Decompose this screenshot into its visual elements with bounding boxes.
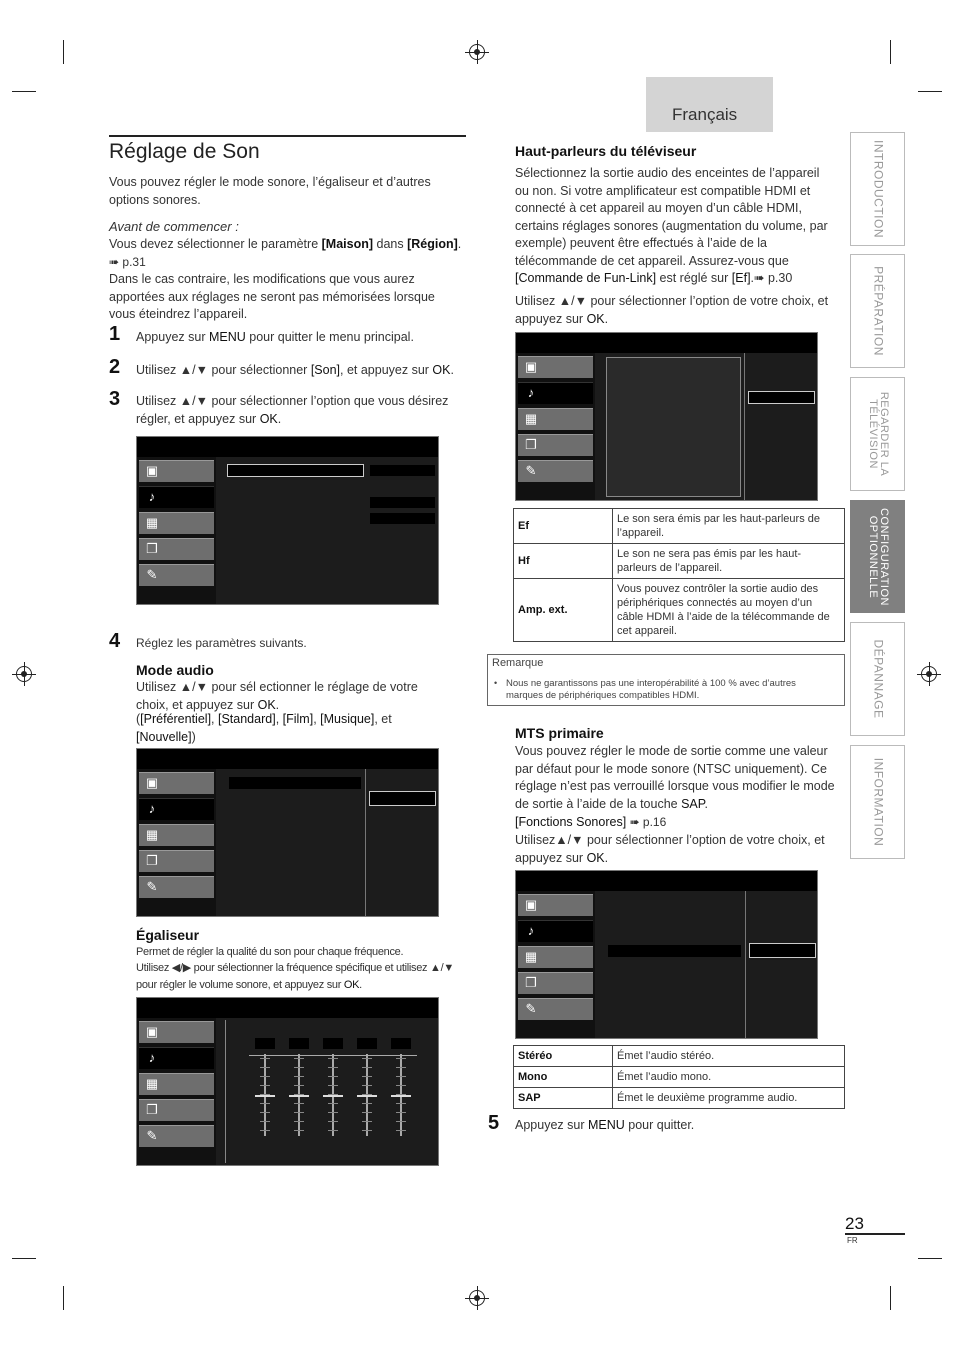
menu-screen-mode-audio bbox=[136, 748, 439, 917]
menu-item-setup bbox=[518, 946, 593, 968]
registration-mark-icon bbox=[921, 666, 937, 682]
table-key: Ef bbox=[514, 509, 613, 544]
equalizer-tick bbox=[260, 1103, 270, 1104]
screen-top-bar bbox=[137, 437, 438, 457]
equalizer-tick bbox=[260, 1067, 270, 1068]
equalizer-band-label bbox=[357, 1038, 377, 1049]
title-rule bbox=[109, 135, 466, 137]
crop-mark bbox=[12, 91, 36, 92]
step-number: 4 bbox=[109, 630, 121, 652]
table-value: Émet l’audio mono. bbox=[613, 1067, 845, 1088]
step-2-text: Utilisez ▲/▼ pour sélectionner [Son], et appuyez sur OK. bbox=[136, 363, 454, 377]
before-text-2: Dans le cas contraire, les modifications que vous aurez apportées aux réglages ne seront pas mémorisées lorsque vous éteindrez l’appareil. bbox=[109, 272, 435, 321]
equalizer-tick bbox=[294, 1103, 304, 1104]
table-row bbox=[514, 1046, 845, 1067]
selected-option-bar bbox=[227, 464, 364, 477]
equalizer-tick bbox=[294, 1130, 304, 1131]
screen-panel bbox=[606, 357, 741, 497]
menu-item-setup bbox=[139, 1073, 214, 1095]
copy-icon: ❐ bbox=[146, 541, 158, 556]
menu-item-language bbox=[139, 564, 214, 586]
registration-mark-icon bbox=[469, 1290, 485, 1306]
mts-heading: MTS primaire bbox=[515, 725, 604, 741]
screen-top-bar bbox=[516, 871, 817, 891]
equalizer-band-label bbox=[255, 1038, 275, 1049]
mode-audio-heading: Mode audio bbox=[136, 662, 214, 678]
menu-item-picture bbox=[139, 772, 214, 794]
menu-item-features bbox=[139, 850, 214, 872]
equalizer-tick bbox=[362, 1112, 372, 1113]
copy-icon: ❐ bbox=[525, 437, 537, 452]
edit-icon: ✎ bbox=[146, 567, 158, 582]
page-title: Réglage de Son bbox=[109, 140, 260, 163]
before-ref: ➠ p.31 bbox=[109, 255, 146, 269]
side-tab-depannage[interactable]: DÉPANNAGE bbox=[850, 622, 905, 736]
mts-text: Vous pouvez régler le mode de sortie comme une valeur par défaut pour le mode sonore (NTSC uniquement). Ce réglage n’est pas verrouillé lorsque vous modifier le mode de sortie à l’aide de la touche SAP. bbox=[515, 744, 835, 811]
crop-mark bbox=[918, 91, 942, 92]
screen-sidebar bbox=[137, 1018, 216, 1165]
equalizer-tick bbox=[294, 1085, 304, 1086]
screen-divider bbox=[744, 353, 745, 500]
equalizer-tick bbox=[396, 1067, 406, 1068]
screen-divider bbox=[745, 891, 746, 1038]
equalizer-tick bbox=[260, 1112, 270, 1113]
page-number-rule bbox=[845, 1233, 905, 1235]
table-row bbox=[514, 509, 845, 544]
option-bar bbox=[608, 945, 741, 957]
menu-item-picture bbox=[518, 356, 593, 378]
equalizer-knob bbox=[289, 1095, 309, 1097]
equalizer-tick bbox=[362, 1103, 372, 1104]
menu-item-sound bbox=[518, 382, 593, 404]
grid-icon: ▦ bbox=[145, 827, 159, 842]
picture-icon: ▣ bbox=[524, 359, 538, 374]
menu-item-features bbox=[139, 1099, 214, 1121]
equalizer-tick bbox=[294, 1058, 304, 1059]
equalizer-top-line bbox=[249, 1055, 417, 1056]
selected-value-bar bbox=[369, 791, 436, 806]
equalizer-tick bbox=[362, 1067, 372, 1068]
copy-icon: ❐ bbox=[146, 1102, 158, 1117]
screen-top-bar bbox=[516, 333, 817, 353]
remark-bullet: • bbox=[494, 678, 498, 688]
screen-sidebar bbox=[137, 769, 216, 916]
step-4-text: Réglez les paramètres suivants. bbox=[136, 636, 307, 650]
equalizer-tick bbox=[362, 1130, 372, 1131]
option-bar bbox=[229, 777, 361, 789]
equalizer-tick bbox=[396, 1130, 406, 1131]
side-tab-configuration-optionnelle[interactable]: CONFIGURATION OPTIONNELLE bbox=[850, 500, 905, 613]
equalizer-knob bbox=[255, 1095, 275, 1097]
menu-item-features bbox=[518, 972, 593, 994]
picture-icon: ▣ bbox=[524, 897, 538, 912]
menu-item-sound bbox=[139, 798, 214, 820]
table-key: Stéréo bbox=[514, 1046, 613, 1067]
equalizer-tick bbox=[328, 1103, 338, 1104]
table-row bbox=[514, 1067, 845, 1088]
edit-icon: ✎ bbox=[146, 879, 158, 894]
equalizer-tick bbox=[396, 1058, 406, 1059]
equalizer-tick bbox=[328, 1112, 338, 1113]
language-label: Français bbox=[672, 105, 738, 124]
crop-mark bbox=[63, 40, 64, 64]
mode-audio-text: Utilisez ▲/▼ pour sél ectionner le réglage de votre choix, et appuyez sur OK. bbox=[136, 680, 418, 712]
table-row bbox=[514, 544, 845, 579]
equalizer-tick bbox=[328, 1121, 338, 1122]
page-language-code: FR bbox=[847, 1236, 858, 1245]
menu-item-setup bbox=[139, 512, 214, 534]
mts-table bbox=[513, 1045, 845, 1109]
option-value-bar bbox=[370, 497, 435, 508]
remark-text: Nous ne garantissons pas une interopérabilité à 100 % avec d’autres marques de périphériques compatibles HDMI. bbox=[506, 678, 796, 701]
equalizer-tick bbox=[328, 1067, 338, 1068]
copy-icon: ❐ bbox=[525, 975, 537, 990]
page-number: 23 bbox=[845, 1214, 864, 1233]
crop-mark bbox=[890, 1286, 891, 1310]
equalizer-tick bbox=[328, 1130, 338, 1131]
step-number: 3 bbox=[109, 388, 121, 410]
equalizer-tick bbox=[294, 1076, 304, 1077]
equalizer-tick bbox=[362, 1121, 372, 1122]
equalizer-tick bbox=[260, 1130, 270, 1131]
equalizer-band-label bbox=[391, 1038, 411, 1049]
table-key: SAP bbox=[514, 1088, 613, 1109]
selected-value-bar bbox=[748, 391, 815, 404]
table-row bbox=[514, 1088, 845, 1109]
menu-item-picture bbox=[139, 460, 214, 482]
grid-icon: ▦ bbox=[524, 949, 538, 964]
step-3-text: Utilisez ▲/▼ pour sélectionner l’option que vous désirez régler, et appuyez sur OK. bbox=[136, 394, 449, 426]
menu-item-picture bbox=[518, 894, 593, 916]
step-number: 2 bbox=[109, 356, 121, 378]
menu-item-language bbox=[518, 460, 593, 482]
registration-mark-icon bbox=[469, 44, 485, 60]
haut-parleurs-use: Utilisez ▲/▼ pour sélectionner l’option de votre choix, et appuyez sur OK. bbox=[515, 294, 829, 326]
step-5-text: Appuyez sur MENU pour quitter. bbox=[515, 1118, 695, 1132]
menu-item-sound bbox=[139, 1047, 214, 1069]
step-1-text: Appuyez sur MENU pour quitter le menu principal. bbox=[136, 330, 414, 344]
equalizer-knob bbox=[391, 1095, 411, 1097]
music-note-icon: ♪ bbox=[148, 1050, 156, 1065]
equalizer-tick bbox=[328, 1058, 338, 1059]
crop-mark bbox=[890, 40, 891, 64]
menu-screen-mts bbox=[515, 870, 818, 1039]
screen-sidebar bbox=[516, 891, 595, 1038]
table-value: Émet l’audio stéréo. bbox=[613, 1046, 845, 1067]
menu-item-language bbox=[139, 876, 214, 898]
haut-parleurs-text: Sélectionnez la sortie audio des enceintes de l’appareil ou non. Si votre amplificateur est compatible HDMI et connecté à cet appareil au moyen d’un câble HDMI, certains réglages sonores (augmentation du volume, par exemple) peuvent être effectués à l’aide de la télécommande de cet appareil. Assurez-vous que [Commande de Fun-Link] est réglé sur [Ef].➠ p.30 bbox=[515, 166, 828, 285]
table-key: Mono bbox=[514, 1067, 613, 1088]
menu-item-language bbox=[518, 998, 593, 1020]
side-tab-regarder-la-television[interactable]: REGARDER LA TÉLÉVISION bbox=[850, 377, 905, 491]
mts-use: Utilisez▲/▼ pour sélectionner l’option de votre choix, et appuyez sur OK. bbox=[515, 833, 825, 865]
table-row bbox=[514, 579, 845, 642]
side-tab-introduction[interactable]: INTRODUCTION bbox=[850, 132, 905, 246]
haut-parleurs-table bbox=[513, 508, 845, 642]
equalizer-tick bbox=[362, 1058, 372, 1059]
music-note-icon: ♪ bbox=[527, 385, 535, 400]
crop-mark bbox=[63, 1286, 64, 1310]
equalizer-tick bbox=[294, 1121, 304, 1122]
menu-item-features bbox=[139, 538, 214, 560]
equalizer-tick bbox=[294, 1067, 304, 1068]
option-value-bar bbox=[370, 513, 435, 524]
picture-icon: ▣ bbox=[145, 463, 159, 478]
screen-top-bar bbox=[137, 749, 438, 769]
edit-icon: ✎ bbox=[525, 463, 537, 478]
equalizer-tick bbox=[294, 1112, 304, 1113]
table-key: Amp. ext. bbox=[514, 579, 613, 642]
table-value: Le son sera émis par les haut-parleurs de l’appareil. bbox=[613, 509, 845, 544]
equalizer-tick bbox=[260, 1076, 270, 1077]
music-note-icon: ♪ bbox=[148, 801, 156, 816]
mts-ref: [Fonctions Sonores] ➠ p.16 bbox=[515, 815, 667, 829]
selected-value-bar bbox=[749, 943, 816, 958]
equalizer-tick bbox=[396, 1076, 406, 1077]
equalizer-tick bbox=[260, 1121, 270, 1122]
music-note-icon: ♪ bbox=[527, 923, 535, 938]
equalizer-tick bbox=[396, 1103, 406, 1104]
equalizer-band-label bbox=[289, 1038, 309, 1049]
equalizer-tick bbox=[260, 1085, 270, 1086]
haut-parleurs-heading: Haut-parleurs du téléviseur bbox=[515, 143, 697, 159]
side-tab-preparation[interactable]: PRÉPARATION bbox=[850, 254, 905, 368]
intro-text: Vous pouvez régler le mode sonore, l’égaliseur et d’autres options sonores. bbox=[109, 175, 431, 207]
table-value: Vous pouvez contrôler la sortie audio des périphériques connectés au moyen d’un câble HDMI à l’aide de la télécommande de cet appareil. bbox=[613, 579, 845, 642]
option-value-bar bbox=[370, 465, 435, 476]
menu-item-setup bbox=[518, 408, 593, 430]
egaliseur-text-1: Permet de régler la qualité du son pour chaque fréquence. bbox=[136, 946, 404, 958]
screen-divider bbox=[365, 769, 366, 916]
equalizer-tick bbox=[396, 1085, 406, 1086]
menu-item-features bbox=[518, 434, 593, 456]
registration-mark-icon bbox=[16, 666, 32, 682]
before-heading: Avant de commencer : bbox=[109, 219, 239, 234]
equalizer-tick bbox=[362, 1076, 372, 1077]
remark-title: Remarque bbox=[492, 657, 544, 669]
menu-screen-son bbox=[136, 436, 439, 605]
menu-screen-haut-parleurs bbox=[515, 332, 818, 501]
grid-icon: ▦ bbox=[524, 411, 538, 426]
music-note-icon: ♪ bbox=[148, 489, 156, 504]
crop-mark bbox=[918, 1258, 942, 1259]
table-value: Le son ne sera pas émis par les haut-parleurs de l’appareil. bbox=[613, 544, 845, 579]
step-number: 5 bbox=[488, 1112, 500, 1134]
menu-item-language bbox=[139, 1125, 214, 1147]
table-value: Émet le deuxième programme audio. bbox=[613, 1088, 845, 1109]
picture-icon: ▣ bbox=[145, 775, 159, 790]
egaliseur-heading: Égaliseur bbox=[136, 927, 200, 943]
step-number: 1 bbox=[109, 323, 121, 345]
language-label-box bbox=[646, 77, 773, 132]
equalizer-tick bbox=[396, 1112, 406, 1113]
equalizer-knob bbox=[357, 1095, 377, 1097]
equalizer-tick bbox=[362, 1085, 372, 1086]
picture-icon: ▣ bbox=[145, 1024, 159, 1039]
menu-item-setup bbox=[139, 824, 214, 846]
mode-audio-options: ([Préférentiel], [Standard], [Film], [Musique], et [Nouvelle]) bbox=[136, 712, 392, 744]
before-text-1: Vous devez sélectionner le paramètre [Maison] dans [Région]. bbox=[109, 237, 462, 251]
egaliseur-text-2: Utilisez ◀/▶ pour sélectionner la fréquence spécifique et utilisez ▲/▼ pour régler le volume sonore, et appuyez sur OK. bbox=[136, 962, 454, 991]
table-key: Hf bbox=[514, 544, 613, 579]
equalizer-tick bbox=[328, 1076, 338, 1077]
menu-item-picture bbox=[139, 1021, 214, 1043]
side-tab-information[interactable]: INFORMATION bbox=[850, 745, 905, 859]
menu-item-sound bbox=[139, 486, 214, 508]
copy-icon: ❐ bbox=[146, 853, 158, 868]
screen-sidebar bbox=[516, 353, 595, 500]
edit-icon: ✎ bbox=[146, 1128, 158, 1143]
equalizer-band-label bbox=[323, 1038, 343, 1049]
screen-sidebar bbox=[137, 457, 216, 604]
menu-screen-egaliseur bbox=[136, 997, 439, 1166]
crop-mark bbox=[12, 1258, 36, 1259]
menu-item-sound bbox=[518, 920, 593, 942]
grid-icon: ▦ bbox=[145, 1076, 159, 1091]
equalizer-tick bbox=[328, 1085, 338, 1086]
equalizer-knob bbox=[323, 1095, 343, 1097]
grid-icon: ▦ bbox=[145, 515, 159, 530]
equalizer-tick bbox=[260, 1058, 270, 1059]
remark-box bbox=[487, 654, 845, 706]
equalizer-tick bbox=[396, 1121, 406, 1122]
screen-top-bar bbox=[137, 998, 438, 1018]
edit-icon: ✎ bbox=[525, 1001, 537, 1016]
